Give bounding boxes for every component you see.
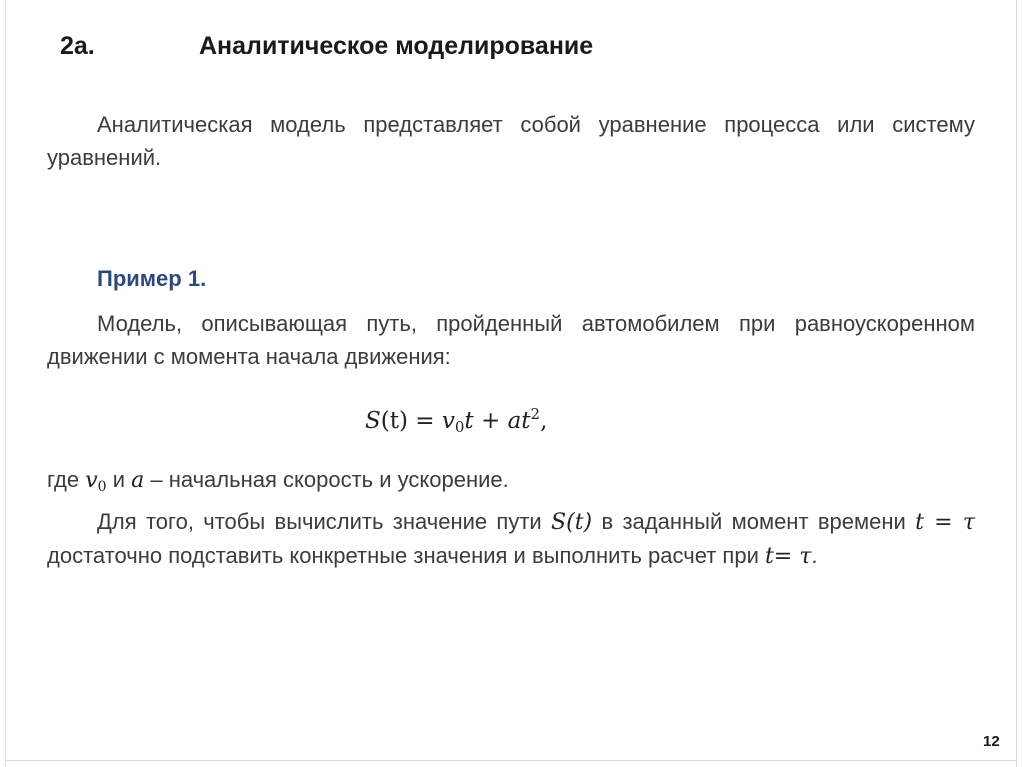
formula-plus: + <box>473 408 508 434</box>
formula-time: t <box>464 408 474 434</box>
calc-text-2: в заданный момент времени <box>592 509 916 534</box>
velocity-symbol <box>85 468 106 493</box>
explanation-start: где <box>47 467 86 492</box>
explanation-end: – начальная скорость и ускорение. <box>144 467 509 492</box>
formula-lhs: S <box>365 408 381 434</box>
formula-comma: , <box>540 408 548 434</box>
calculation-paragraph <box>47 505 975 573</box>
section-number: 2a. <box>60 32 95 60</box>
explanation-conjunction: и <box>106 467 132 492</box>
calc-s-expression: S(t) <box>551 510 593 535</box>
formula-acceleration-term: at <box>507 408 531 434</box>
formula-equals: = <box>407 408 442 434</box>
variables-explanation <box>47 463 975 504</box>
formula-velocity-subscript: 0 <box>454 418 465 436</box>
page-number: 12 <box>983 733 1000 750</box>
example-label: Пример 1. <box>97 266 207 291</box>
slide-border-bottom <box>5 760 1017 761</box>
slide-title: Аналитическое моделирование <box>199 32 594 60</box>
formula-lhs-arg: (t) <box>380 408 408 434</box>
slide-border-left <box>5 0 6 767</box>
calc-text-3: достаточно подставить конкретные значения и выполнить расчет при <box>47 543 765 568</box>
formula-exponent: 2 <box>530 405 541 423</box>
calc-t-expression: t = τ <box>915 510 975 535</box>
velocity-letter: v <box>85 468 98 493</box>
velocity-subscript: 0 <box>97 479 107 495</box>
calc-text-1: Для того, чтобы вычислить значение пути <box>97 509 552 534</box>
formula-velocity: v <box>441 408 455 434</box>
calc-t-expression-2: t= τ <box>764 544 812 569</box>
definition-paragraph: Аналитическая модель представляет собой уравнение процесса или систему уравнений. <box>47 112 975 170</box>
calc-text-4: . <box>811 543 818 568</box>
acceleration-symbol: a <box>131 468 145 493</box>
example-paragraph: Модель, описывающая путь, пройденный автомобилем при равноускоренном движении с момента начала движения: <box>47 311 975 369</box>
slide-border-right <box>1016 0 1017 767</box>
distance-formula <box>365 405 547 436</box>
